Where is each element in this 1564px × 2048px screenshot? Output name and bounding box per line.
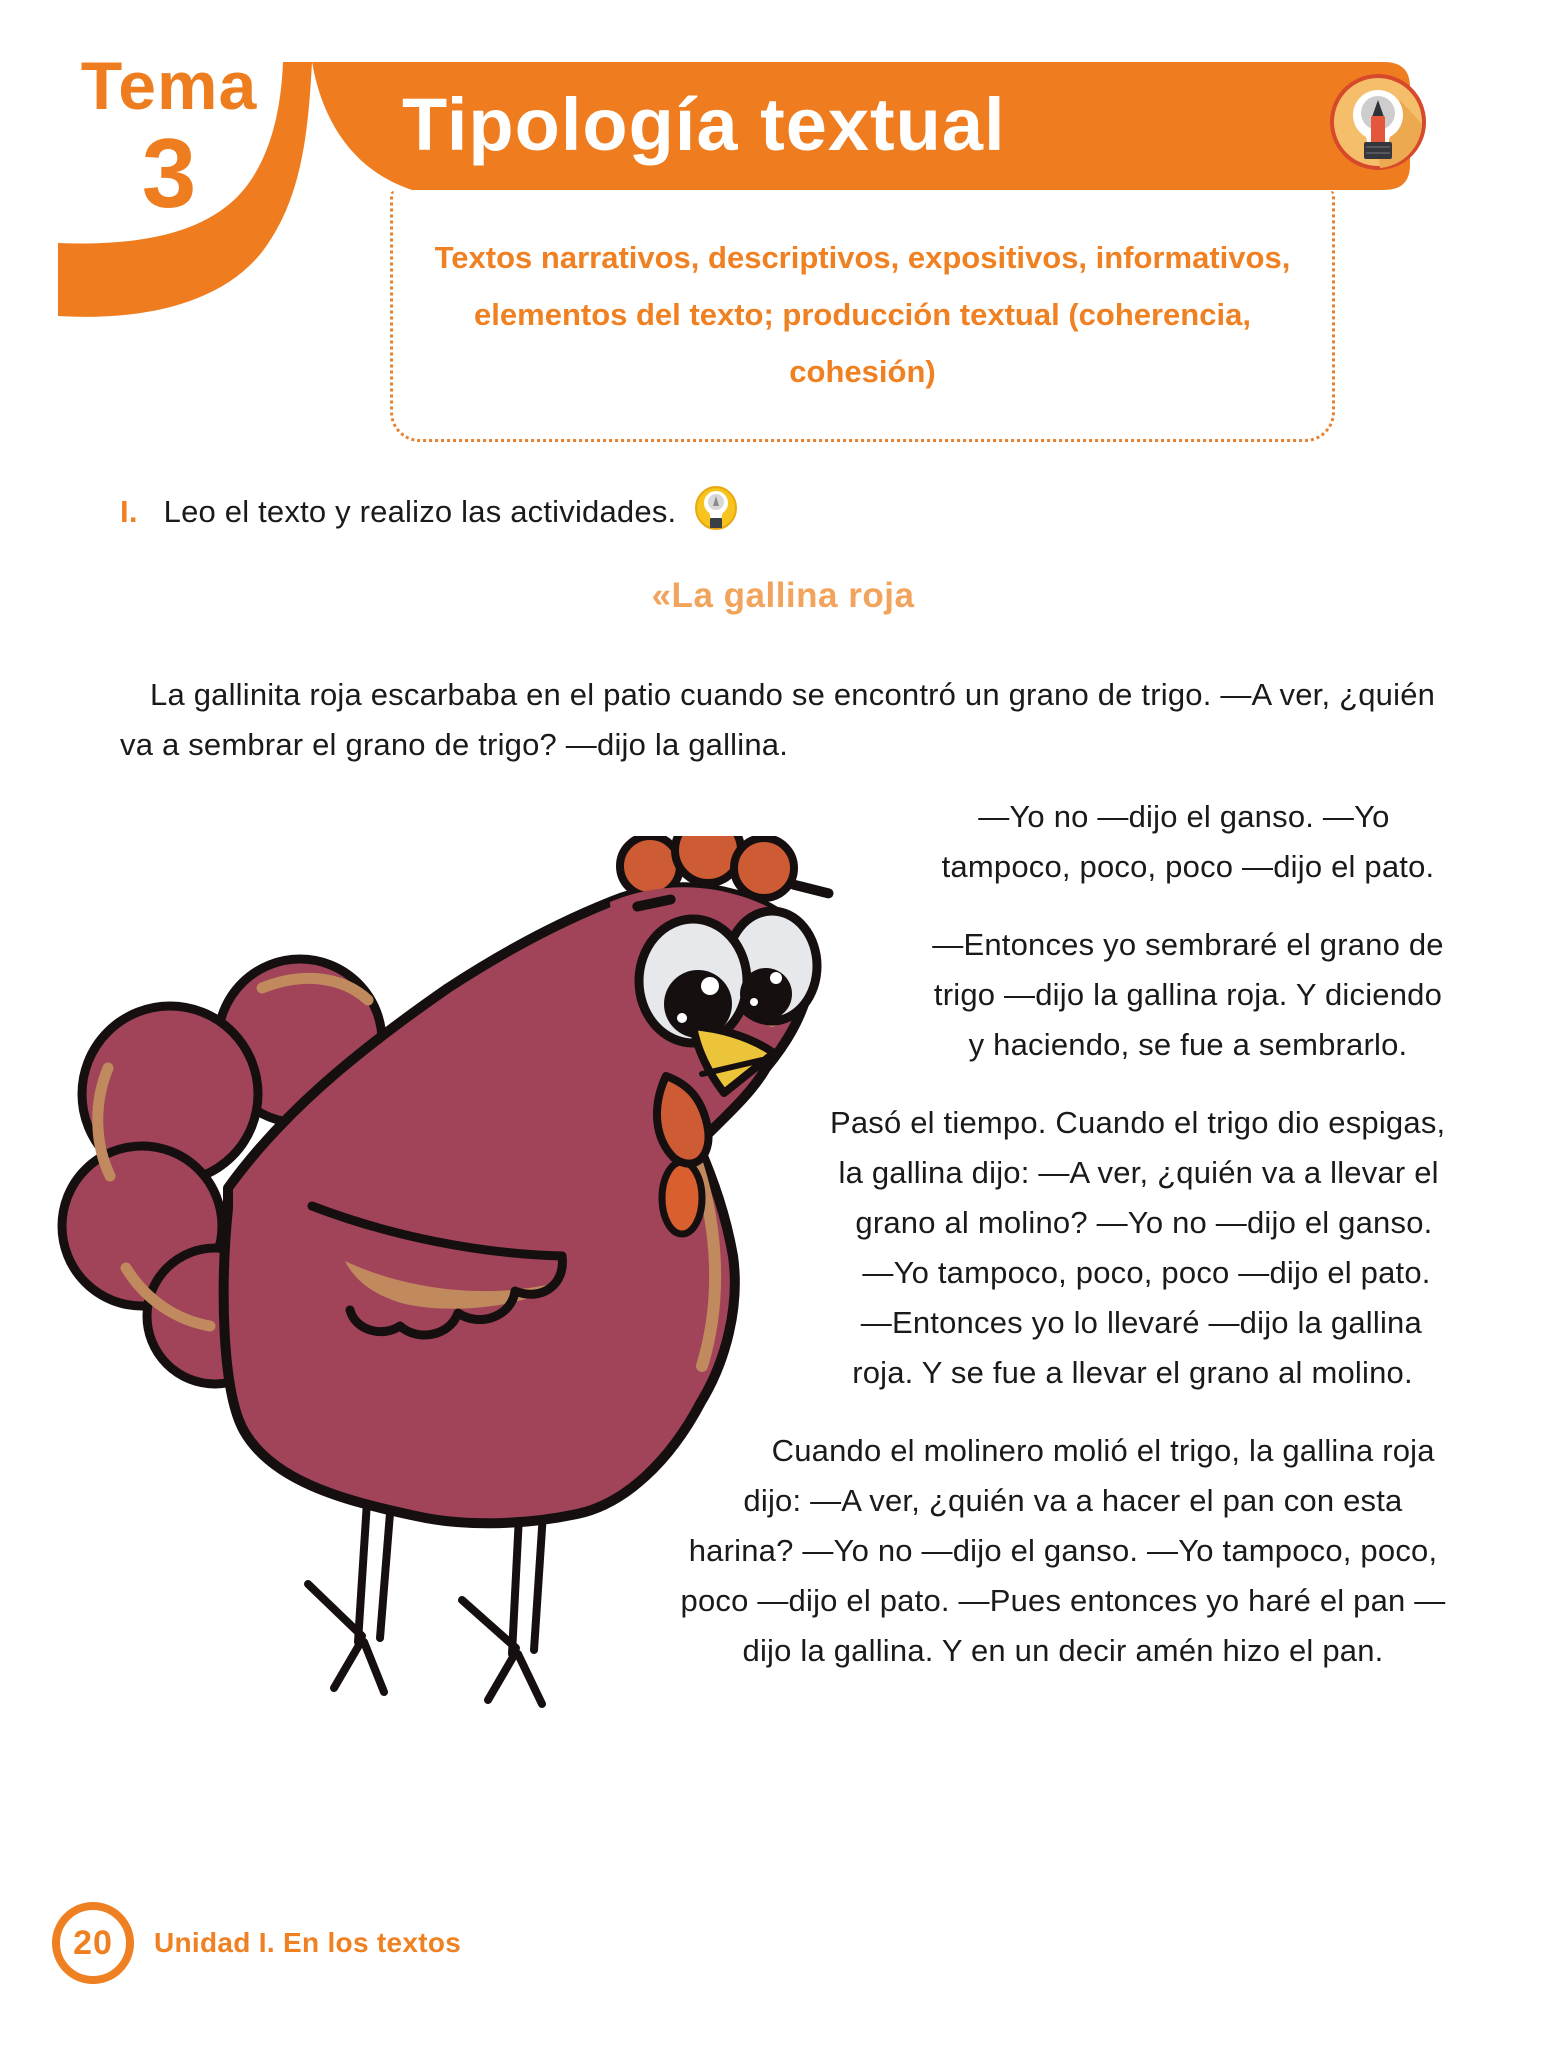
unit-label: Unidad I. En los textos: [154, 1927, 462, 1958]
lightbulb-icon: [695, 486, 737, 532]
story-paragraph: La gallinita roja escarbaba en el patio cuando se encontró un grano de trigo. —A ver, ¿quién va a sembrar el grano de trigo? —dijo la gallina.: [120, 677, 1436, 762]
theme-subtitle: Textos narrativos, descriptivos, expositivos, informativos, elementos del texto; producción textual (coherencia, cohesión): [434, 240, 1291, 389]
pencil-lightbulb-icon: [1328, 72, 1428, 172]
page-content: [120, 486, 1446, 1704]
tema-label: Tema: [80, 48, 258, 124]
page-number-badge: [52, 1902, 134, 1984]
story-paragraph: —Entonces yo sembraré el grano de trigo —dijo la gallina roja. Y diciendo y haciendo, se fue a sembrarlo.: [932, 927, 1444, 1062]
story-text: [120, 670, 1446, 1676]
page-title: Tipología textual: [402, 83, 1006, 166]
tema-block: [50, 48, 288, 228]
story-title: «La gallina roja: [651, 576, 915, 615]
page-number: 20: [73, 1923, 113, 1962]
story-paragraph: Pasó el tiempo. Cuando el trigo dio espigas, la gallina dijo: —A ver, ¿quién va a llevar el grano al molino? —Yo no —dijo el ganso. —Yo tampoco, poco, poco —dijo el pato. —Entonces yo lo llevaré —dijo la gallina roja. Y se fue a llevar el grano al molino.: [829, 1105, 1446, 1390]
activity-instruction-line: [120, 486, 1446, 536]
activity-marker: I.: [120, 494, 138, 529]
story-wrap-section: [120, 792, 1446, 1676]
theme-subtitle-box: [390, 190, 1335, 442]
story-paragraph: —Yo no —dijo el ganso. —Yo tampoco, poco, poco —dijo el pato.: [941, 799, 1435, 884]
page-footer: [52, 1898, 461, 1988]
activity-instruction: Leo el texto y realizo las actividades.: [163, 494, 677, 529]
tema-number: 3: [141, 118, 197, 228]
story-paragraph: Cuando el molinero molió el trigo, la gallina roja dijo: —A ver, ¿quién va a hacer el pan con esta harina? —Yo no —dijo el ganso. —Yo tampoco, poco, poco —dijo el pato. —Pues entonces yo haré el pan —dijo la gallina. Y en un decir amén hizo el pan.: [680, 1433, 1446, 1668]
page-header: [0, 0, 1564, 470]
